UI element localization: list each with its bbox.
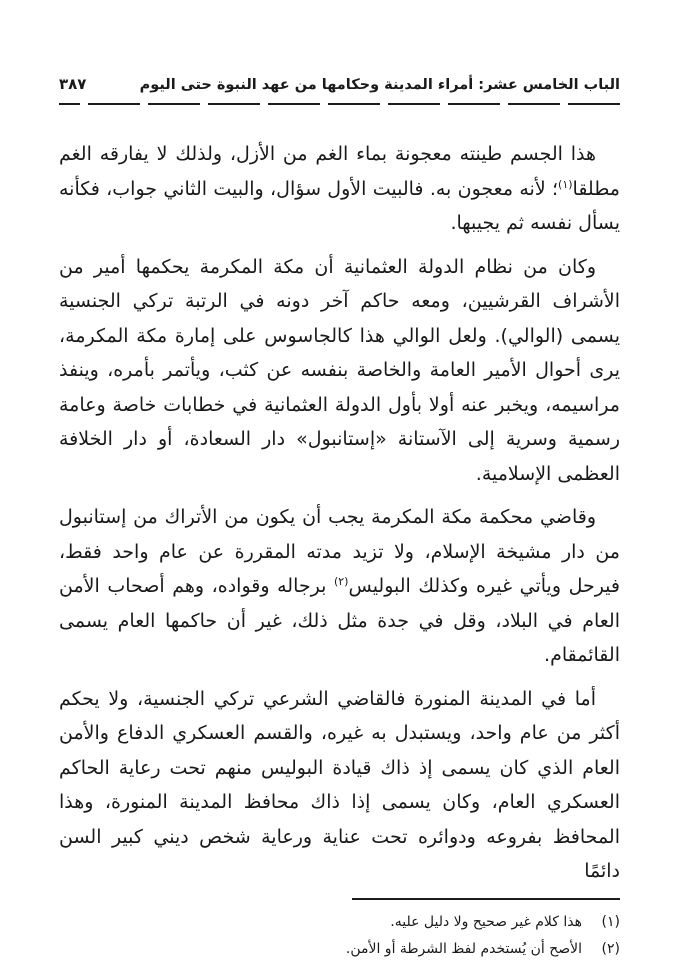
body-text <box>59 137 620 889</box>
paragraph: وكان من نظام الدولة العثمانية أن مكة المكرمة يحكمها أمير من الأشراف القرشيين، ومعه حاكم آخر دونه في الرتبة تركي الجنسية يسمى (الوالي). ولعل الوالي هذا كالجاسوس على إمارة مكة المكرمة، يرى أحوال الأمير العامة والخاصة بنفسه عن كثب، ويأتمر بأمره، وينفذ مراسيمه، ويخبر عنه أولا بأول الدولة العثمانية في خطابات خاصة وعامة رسمية وسرية إلى الآستانة «إستانبول» دار السعادة، أو دار الخلافة العظمى الإسلامية. <box>59 255 620 485</box>
footnote-text: هذا كلام غير صحيح ولا دليل عليه. <box>390 913 582 930</box>
footnote-number: (٢) <box>601 940 620 957</box>
footnote-separator <box>352 898 620 900</box>
page-number: ٣٨٧ <box>59 75 87 93</box>
paragraph: وقاضي محكمة مكة المكرمة يجب أن يكون من الأتراك من إستانبول من دار مشيخة الإسلام، ولا تزيد مدته المقررة عن عام واحد فقط، فيرحل ويأتي غيره وكذلك البوليس$^{(٢)}$ برجاله وقواده، وهم أصحاب الأمن العام في البلاد، وقل في جدة مثل ذلك، غير أن حاكمها العام يسمى القائمقام. <box>59 506 620 666</box>
footnote-number: (١) <box>601 913 620 930</box>
footnotes <box>59 909 620 963</box>
paragraph: أما في المدينة المنورة فالقاضي الشرعي تركي الجنسية، ولا يحكم أكثر من عام واحد، ويستبدل به غيره، والقسم العسكري الدفاع والأمن العام الذي كان يسمى إذ ذاك قيادة البوليس منهم تحت رعاية الحاكم العسكري العام، وكان يسمى إذا ذاك محافظ المدينة المنورة، وهذا المحافظ بفروعه ودوائره تحت عناية ورعاية شخص ديني كبير السن دائمًا <box>59 687 620 882</box>
footnote-marker: (٢) <box>333 575 349 588</box>
footnote <box>59 909 620 936</box>
page-header <box>59 72 620 97</box>
paragraph: هذا الجسم طينته معجونة بماء الغم من الأزل، ولذلك لا يفارقه الغم مطلقا$^{(١)}$؛ لأنه معجون به. فالبيت الأول سؤال، والبيت الثاني جواب، فكأنه يسأل نفسه ثم يجيبها. <box>59 143 620 234</box>
footnote <box>59 936 620 963</box>
chapter-title: الباب الخامس عشر: أمراء المدينة وحكامها من عهد النبوة حتى اليوم <box>139 77 620 93</box>
footnote-text: الأصح أن يُستخدم لفظ الشرطة أو الأمن. <box>345 940 582 957</box>
footnote-marker: (١) <box>558 177 573 191</box>
header-rule <box>59 103 620 105</box>
